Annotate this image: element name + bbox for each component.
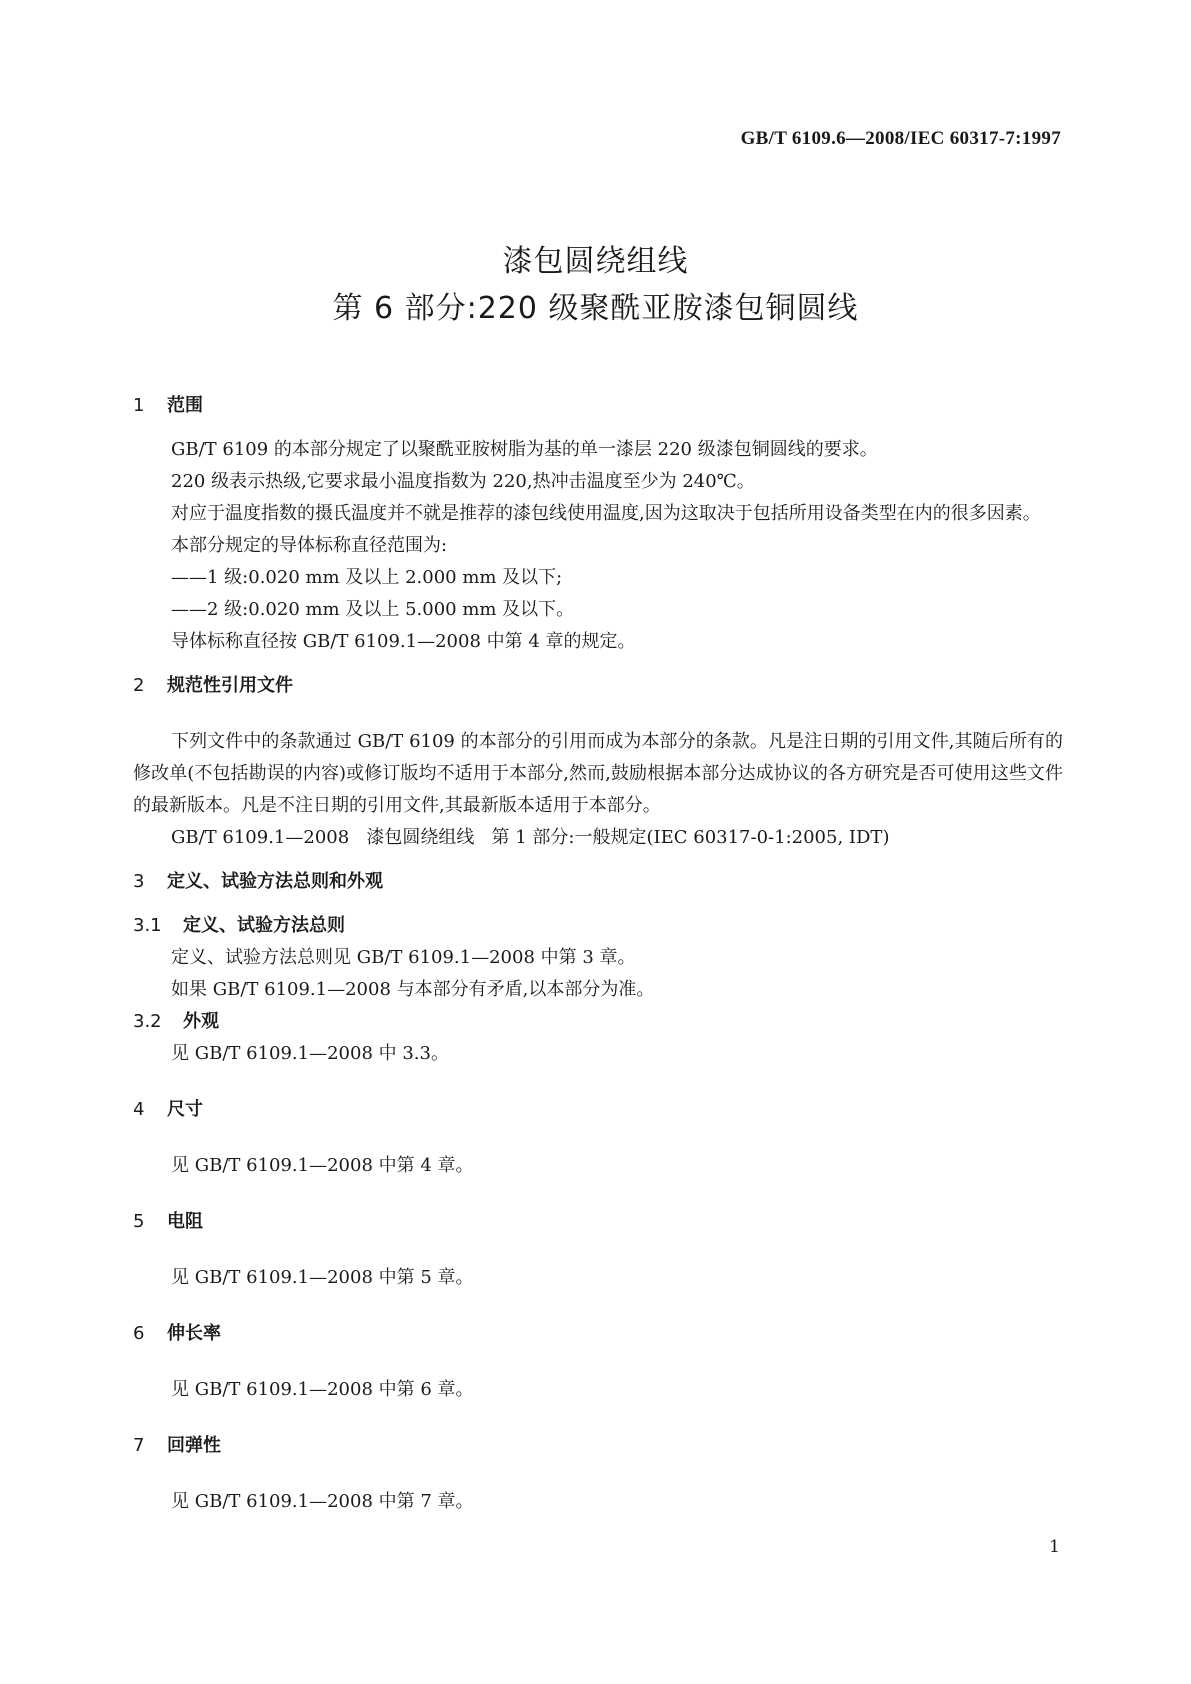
paragraph: 本部分规定的导体标称直径范围为: — [171, 535, 448, 556]
section-title: 回弹性 — [167, 1435, 221, 1456]
page-number: 1 — [1049, 1537, 1060, 1557]
section-6-heading — [133, 1318, 1063, 1350]
section-4-heading — [133, 1094, 1063, 1126]
section-number: 2 — [133, 675, 145, 696]
subsection-number: 3.1 — [133, 915, 162, 936]
section-7-heading — [133, 1430, 1063, 1462]
document-title: 漆包圆绕组线 — [502, 244, 689, 279]
section-title: 伸长率 — [167, 1323, 221, 1344]
section-title: 定义、试验方法总则和外观 — [167, 871, 383, 892]
subsection-3-1-heading — [133, 910, 1063, 942]
section-3-heading — [133, 866, 1063, 898]
paragraph: 如果 GB/T 6109.1—2008 与本部分有矛盾,以本部分为准。 — [171, 979, 655, 1000]
section-title: 电阻 — [167, 1211, 203, 1232]
section-1-heading — [133, 390, 1063, 422]
section-number: 1 — [133, 395, 145, 416]
paragraph: GB/T 6109 的本部分规定了以聚酰亚胺树脂为基的单一漆层 220 级漆包铜圆线的要求。 — [171, 439, 878, 460]
list-item: ——1 级:0.020 mm 及以上 2.000 mm 及以下; — [171, 567, 563, 588]
section-2-heading — [133, 670, 1063, 702]
section-5-heading — [133, 1206, 1063, 1238]
document-subtitle: 第 6 部分:220 级聚酰亚胺漆包铜圆线 — [332, 291, 859, 326]
paragraph: 见 GB/T 6109.1—2008 中 3.3。 — [171, 1043, 449, 1064]
paragraph: 见 GB/T 6109.1—2008 中第 5 章。 — [171, 1267, 474, 1288]
paragraph: 220 级表示热级,它要求最小温度指数为 220,热冲击温度至少为 240℃。 — [171, 471, 755, 492]
section-title: 范围 — [167, 395, 203, 416]
section-number: 5 — [133, 1211, 145, 1232]
section-number: 4 — [133, 1099, 145, 1120]
paragraph: 见 GB/T 6109.1—2008 中第 4 章。 — [171, 1155, 474, 1176]
paragraph: 定义、试验方法总则见 GB/T 6109.1—2008 中第 3 章。 — [171, 947, 636, 968]
paragraph: 下列文件中的条款通过 GB/T 6109 的本部分的引用而成为本部分的条款。凡是注日期的引用文件,其随后所有的修改单(不包括勘误的内容)或修订版均不适用于本部分,然而,鼓励根据本部分达成协议的各方研究是否可使用这些文件的最新版本。凡是不注日期的引用文件,其最新版本适用于本部分。 — [133, 731, 1063, 816]
subsection-number: 3.2 — [133, 1011, 162, 1032]
standard-code: GB/T 6109.6—2008/IEC 60317-7:1997 — [740, 128, 1061, 149]
section-number: 7 — [133, 1435, 145, 1456]
subsection-title: 定义、试验方法总则 — [183, 915, 345, 936]
paragraph: 见 GB/T 6109.1—2008 中第 6 章。 — [171, 1379, 474, 1400]
section-title: 规范性引用文件 — [167, 675, 293, 696]
paragraph: 导体标称直径按 GB/T 6109.1—2008 中第 4 章的规定。 — [171, 631, 636, 652]
subsection-3-2-heading — [133, 1006, 1063, 1038]
subsection-title: 外观 — [183, 1011, 219, 1032]
reference-entry: GB/T 6109.1—2008 漆包圆绕组线 第 1 部分:一般规定(IEC 60317-0-1:2005, IDT) — [171, 827, 890, 848]
list-item: ——2 级:0.020 mm 及以上 5.000 mm 及以下。 — [171, 599, 575, 620]
section-number: 3 — [133, 871, 145, 892]
section-title: 尺寸 — [167, 1099, 203, 1120]
document-body — [133, 390, 1063, 1518]
section-number: 6 — [133, 1323, 145, 1344]
paragraph: 对应于温度指数的摄氏温度并不就是推荐的漆包线使用温度,因为这取决于包括所用设备类型在内的很多因素。 — [171, 503, 1041, 524]
paragraph: 见 GB/T 6109.1—2008 中第 7 章。 — [171, 1491, 474, 1512]
